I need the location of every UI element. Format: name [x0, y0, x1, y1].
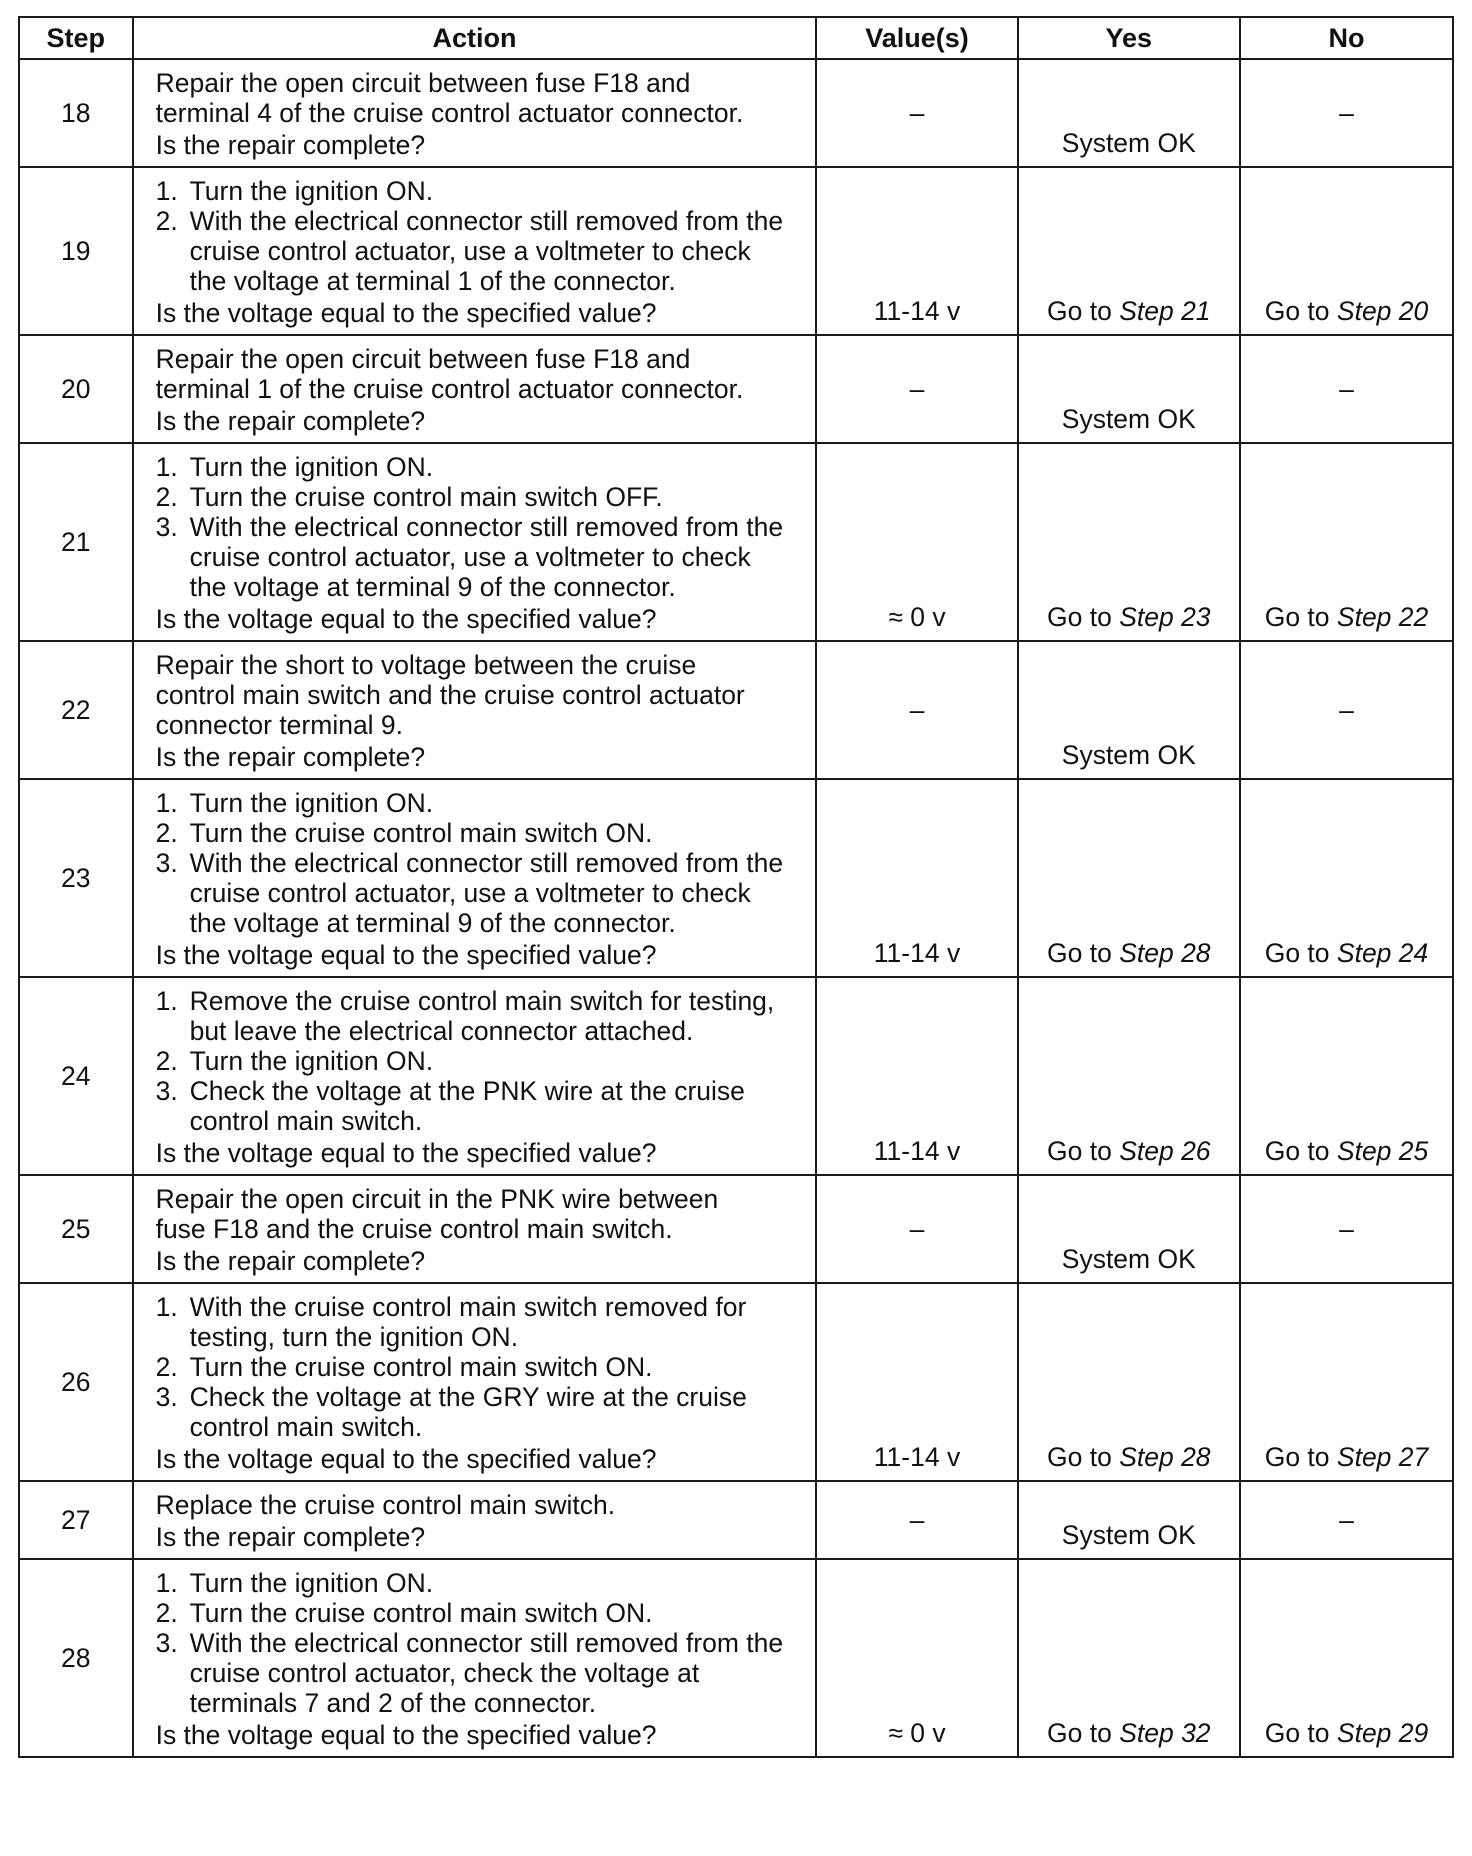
value-cell: 11-14 v: [816, 167, 1017, 335]
value-cell: ≈ 0 v: [816, 443, 1017, 641]
item-text-line: Turn the ignition ON.: [189, 788, 434, 818]
table-row: [19, 59, 1453, 167]
table-header-row: [19, 17, 1453, 59]
value-cell: –: [816, 335, 1017, 443]
table-row: [19, 1481, 1453, 1559]
yes-text: System OK: [1061, 404, 1196, 434]
item-number: 2.: [155, 206, 178, 236]
item-number: 3.: [155, 1628, 178, 1658]
item-number: 1.: [155, 986, 178, 1016]
yes-cell: [1018, 443, 1240, 641]
item-text-line: Turn the ignition ON.: [189, 452, 434, 482]
yes-text: Go to: [1047, 1442, 1120, 1472]
table-body: [19, 59, 1453, 1757]
action-question: Is the voltage equal to the specified value?: [155, 1720, 657, 1750]
no-cell: [1240, 1559, 1453, 1757]
item-number: 2.: [155, 1598, 178, 1628]
diagnostic-table: [18, 16, 1454, 1758]
no-cell: [1240, 779, 1453, 977]
item-text-line: but leave the electrical connector attached.: [189, 1016, 694, 1046]
action-question: Is the voltage equal to the specified value?: [155, 604, 657, 634]
yes-text: System OK: [1061, 1244, 1196, 1274]
action-cell: [133, 779, 817, 977]
item-text-line: Check the voltage at the GRY wire at the cruise: [189, 1382, 747, 1412]
no-cell: [1240, 1481, 1453, 1559]
yes-step-link: Step 28: [1119, 938, 1211, 968]
action-text-line: Replace the cruise control main switch.: [155, 1490, 616, 1520]
action-step-item: [156, 1292, 808, 1352]
item-text-line: terminals 7 and 2 of the connector.: [189, 1688, 597, 1718]
item-text-line: Turn the cruise control main switch OFF.: [189, 482, 663, 512]
yes-text: Go to: [1047, 1136, 1120, 1166]
table-row: [19, 977, 1453, 1175]
no-cell: [1240, 443, 1453, 641]
action-text-line: terminal 4 of the cruise control actuator connector.: [155, 98, 744, 128]
item-number: 2.: [155, 818, 178, 848]
yes-step-link: Step 21: [1119, 296, 1211, 326]
no-cell: [1240, 59, 1453, 167]
action-step-item: [156, 482, 808, 512]
item-text-line: cruise control actuator, use a voltmeter to check: [189, 878, 751, 908]
item-text-line: Turn the ignition ON.: [189, 1046, 434, 1076]
action-text-line: Repair the open circuit between fuse F18 and: [155, 344, 691, 374]
no-text: Go to: [1264, 938, 1337, 968]
action-step-item: [156, 1382, 808, 1442]
item-text-line: Remove the cruise control main switch for testing,: [189, 986, 775, 1016]
action-cell: [133, 335, 817, 443]
table-row: [19, 443, 1453, 641]
no-text: –: [1339, 98, 1354, 128]
yes-step-link: Step 28: [1119, 1442, 1211, 1472]
item-text-line: cruise control actuator, use a voltmeter to check: [189, 542, 751, 572]
item-number: 1.: [155, 1292, 178, 1322]
no-text: Go to: [1264, 602, 1337, 632]
step-number: 24: [19, 977, 133, 1175]
item-text-line: With the electrical connector still removed from the: [189, 206, 784, 236]
action-text-line: Repair the open circuit between fuse F18 and: [155, 68, 691, 98]
action-step-item: [156, 176, 808, 206]
no-cell: [1240, 335, 1453, 443]
step-number: 18: [19, 59, 133, 167]
item-text-line: Turn the cruise control main switch ON.: [189, 1352, 653, 1382]
action-question: Is the repair complete?: [155, 742, 426, 772]
item-number: 1.: [155, 788, 178, 818]
action-text-line: connector terminal 9.: [155, 710, 404, 740]
yes-step-link: Step 26: [1119, 1136, 1211, 1166]
step-number: 27: [19, 1481, 133, 1559]
table-row: [19, 779, 1453, 977]
value-cell: –: [816, 1175, 1017, 1283]
value-cell: –: [816, 59, 1017, 167]
no-cell: [1240, 1175, 1453, 1283]
yes-cell: [1018, 779, 1240, 977]
action-text-line: control main switch and the cruise control actuator: [155, 680, 745, 710]
step-number: 20: [19, 335, 133, 443]
header-yes: Yes: [1018, 17, 1240, 59]
item-text-line: the voltage at terminal 1 of the connector.: [189, 266, 676, 296]
action-cell: [133, 443, 817, 641]
action-text-line: terminal 1 of the cruise control actuator connector.: [155, 374, 744, 404]
value-cell: 11-14 v: [816, 1283, 1017, 1481]
header-step: Step: [19, 17, 133, 59]
value-cell: 11-14 v: [816, 977, 1017, 1175]
step-number: 21: [19, 443, 133, 641]
action-cell: [133, 977, 817, 1175]
table-row: [19, 1175, 1453, 1283]
header-values: Value(s): [816, 17, 1017, 59]
yes-text: System OK: [1061, 128, 1196, 158]
item-number: 3.: [155, 512, 178, 542]
action-step-item: [156, 1046, 808, 1076]
action-step-item: [156, 788, 808, 818]
yes-cell: [1018, 335, 1240, 443]
item-text-line: control main switch.: [189, 1106, 423, 1136]
yes-text: System OK: [1061, 1520, 1196, 1550]
no-cell: [1240, 641, 1453, 779]
item-number: 3.: [155, 848, 178, 878]
no-step-link: Step 20: [1336, 296, 1429, 326]
yes-cell: [1018, 167, 1240, 335]
yes-step-link: Step 32: [1119, 1718, 1211, 1748]
table-row: [19, 335, 1453, 443]
action-question: Is the voltage equal to the specified value?: [155, 1444, 657, 1474]
action-text-line: Repair the short to voltage between the cruise: [155, 650, 697, 680]
item-text-line: Turn the ignition ON.: [189, 176, 434, 206]
yes-cell: [1018, 59, 1240, 167]
no-step-link: Step 25: [1336, 1136, 1429, 1166]
no-text: –: [1339, 1214, 1354, 1244]
item-text-line: Check the voltage at the PNK wire at the cruise: [189, 1076, 745, 1106]
yes-text: Go to: [1047, 296, 1120, 326]
action-question: Is the voltage equal to the specified value?: [155, 940, 657, 970]
item-number: 2.: [155, 1352, 178, 1382]
item-text-line: the voltage at terminal 9 of the connector.: [189, 572, 676, 602]
yes-text: Go to: [1047, 938, 1120, 968]
action-cell: [133, 167, 817, 335]
action-cell: [133, 1175, 817, 1283]
item-text-line: the voltage at terminal 9 of the connector.: [189, 908, 676, 938]
action-cell: [133, 59, 817, 167]
step-number: 28: [19, 1559, 133, 1757]
yes-cell: [1018, 1283, 1240, 1481]
no-step-link: Step 22: [1336, 602, 1429, 632]
no-step-link: Step 29: [1336, 1718, 1429, 1748]
step-number: 26: [19, 1283, 133, 1481]
action-cell: [133, 641, 817, 779]
no-text: –: [1339, 1505, 1354, 1535]
action-text-line: Repair the open circuit in the PNK wire between: [155, 1184, 719, 1214]
step-number: 25: [19, 1175, 133, 1283]
action-step-item: [156, 512, 808, 602]
item-text-line: cruise control actuator, check the voltage at: [189, 1658, 700, 1688]
action-question: Is the repair complete?: [155, 130, 426, 160]
yes-cell: [1018, 641, 1240, 779]
no-cell: [1240, 167, 1453, 335]
item-text-line: With the electrical connector still removed from the: [189, 512, 784, 542]
action-question: Is the voltage equal to the specified value?: [155, 298, 657, 328]
no-text: –: [1339, 374, 1354, 404]
action-cell: [133, 1559, 817, 1757]
value-cell: ≈ 0 v: [816, 1559, 1017, 1757]
no-step-link: Step 27: [1336, 1442, 1429, 1472]
item-number: 3.: [155, 1076, 178, 1106]
item-text-line: Turn the cruise control main switch ON.: [189, 818, 653, 848]
item-text-line: testing, turn the ignition ON.: [189, 1322, 519, 1352]
action-cell: [133, 1283, 817, 1481]
action-cell: [133, 1481, 817, 1559]
no-text: Go to: [1264, 1136, 1337, 1166]
step-number: 23: [19, 779, 133, 977]
value-cell: –: [816, 1481, 1017, 1559]
action-text-line: fuse F18 and the cruise control main switch.: [155, 1214, 673, 1244]
action-step-item: [156, 818, 808, 848]
action-step-item: [156, 848, 808, 938]
table-row: [19, 1559, 1453, 1757]
value-cell: –: [816, 641, 1017, 779]
yes-text: Go to: [1047, 602, 1120, 632]
item-text-line: Turn the cruise control main switch ON.: [189, 1598, 653, 1628]
item-text-line: With the electrical connector still removed from the: [189, 848, 784, 878]
no-step-link: Step 24: [1336, 938, 1429, 968]
action-step-item: [156, 452, 808, 482]
yes-text: System OK: [1061, 740, 1196, 770]
action-question: Is the repair complete?: [155, 1522, 426, 1552]
step-number: 22: [19, 641, 133, 779]
no-cell: [1240, 1283, 1453, 1481]
step-number: 19: [19, 167, 133, 335]
header-action: Action: [133, 17, 817, 59]
header-no: No: [1240, 17, 1453, 59]
item-number: 3.: [155, 1382, 178, 1412]
item-number: 1.: [155, 1568, 178, 1598]
item-text-line: cruise control actuator, use a voltmeter to check: [189, 236, 751, 266]
no-text: –: [1339, 695, 1354, 725]
action-step-item: [156, 1352, 808, 1382]
action-question: Is the repair complete?: [155, 406, 426, 436]
action-question: Is the repair complete?: [155, 1246, 426, 1276]
yes-cell: [1018, 977, 1240, 1175]
table-row: [19, 1283, 1453, 1481]
item-number: 1.: [155, 452, 178, 482]
action-step-item: [156, 1076, 808, 1136]
action-step-item: [156, 986, 808, 1046]
yes-step-link: Step 23: [1119, 602, 1211, 632]
yes-cell: [1018, 1559, 1240, 1757]
action-step-item: [156, 1598, 808, 1628]
no-cell: [1240, 977, 1453, 1175]
item-text-line: With the cruise control main switch removed for: [189, 1292, 747, 1322]
item-text-line: Turn the ignition ON.: [189, 1568, 434, 1598]
no-text: Go to: [1264, 296, 1337, 326]
item-text-line: control main switch.: [189, 1412, 423, 1442]
yes-text: Go to: [1047, 1718, 1120, 1748]
no-text: Go to: [1264, 1442, 1337, 1472]
item-number: 2.: [155, 482, 178, 512]
table-row: [19, 167, 1453, 335]
item-text-line: With the electrical connector still removed from the: [189, 1628, 784, 1658]
action-step-item: [156, 1568, 808, 1598]
no-text: Go to: [1264, 1718, 1337, 1748]
value-cell: 11-14 v: [816, 779, 1017, 977]
action-step-item: [156, 206, 808, 296]
action-step-item: [156, 1628, 808, 1718]
item-number: 1.: [155, 176, 178, 206]
action-question: Is the voltage equal to the specified value?: [155, 1138, 657, 1168]
table-row: [19, 641, 1453, 779]
yes-cell: [1018, 1481, 1240, 1559]
yes-cell: [1018, 1175, 1240, 1283]
item-number: 2.: [155, 1046, 178, 1076]
